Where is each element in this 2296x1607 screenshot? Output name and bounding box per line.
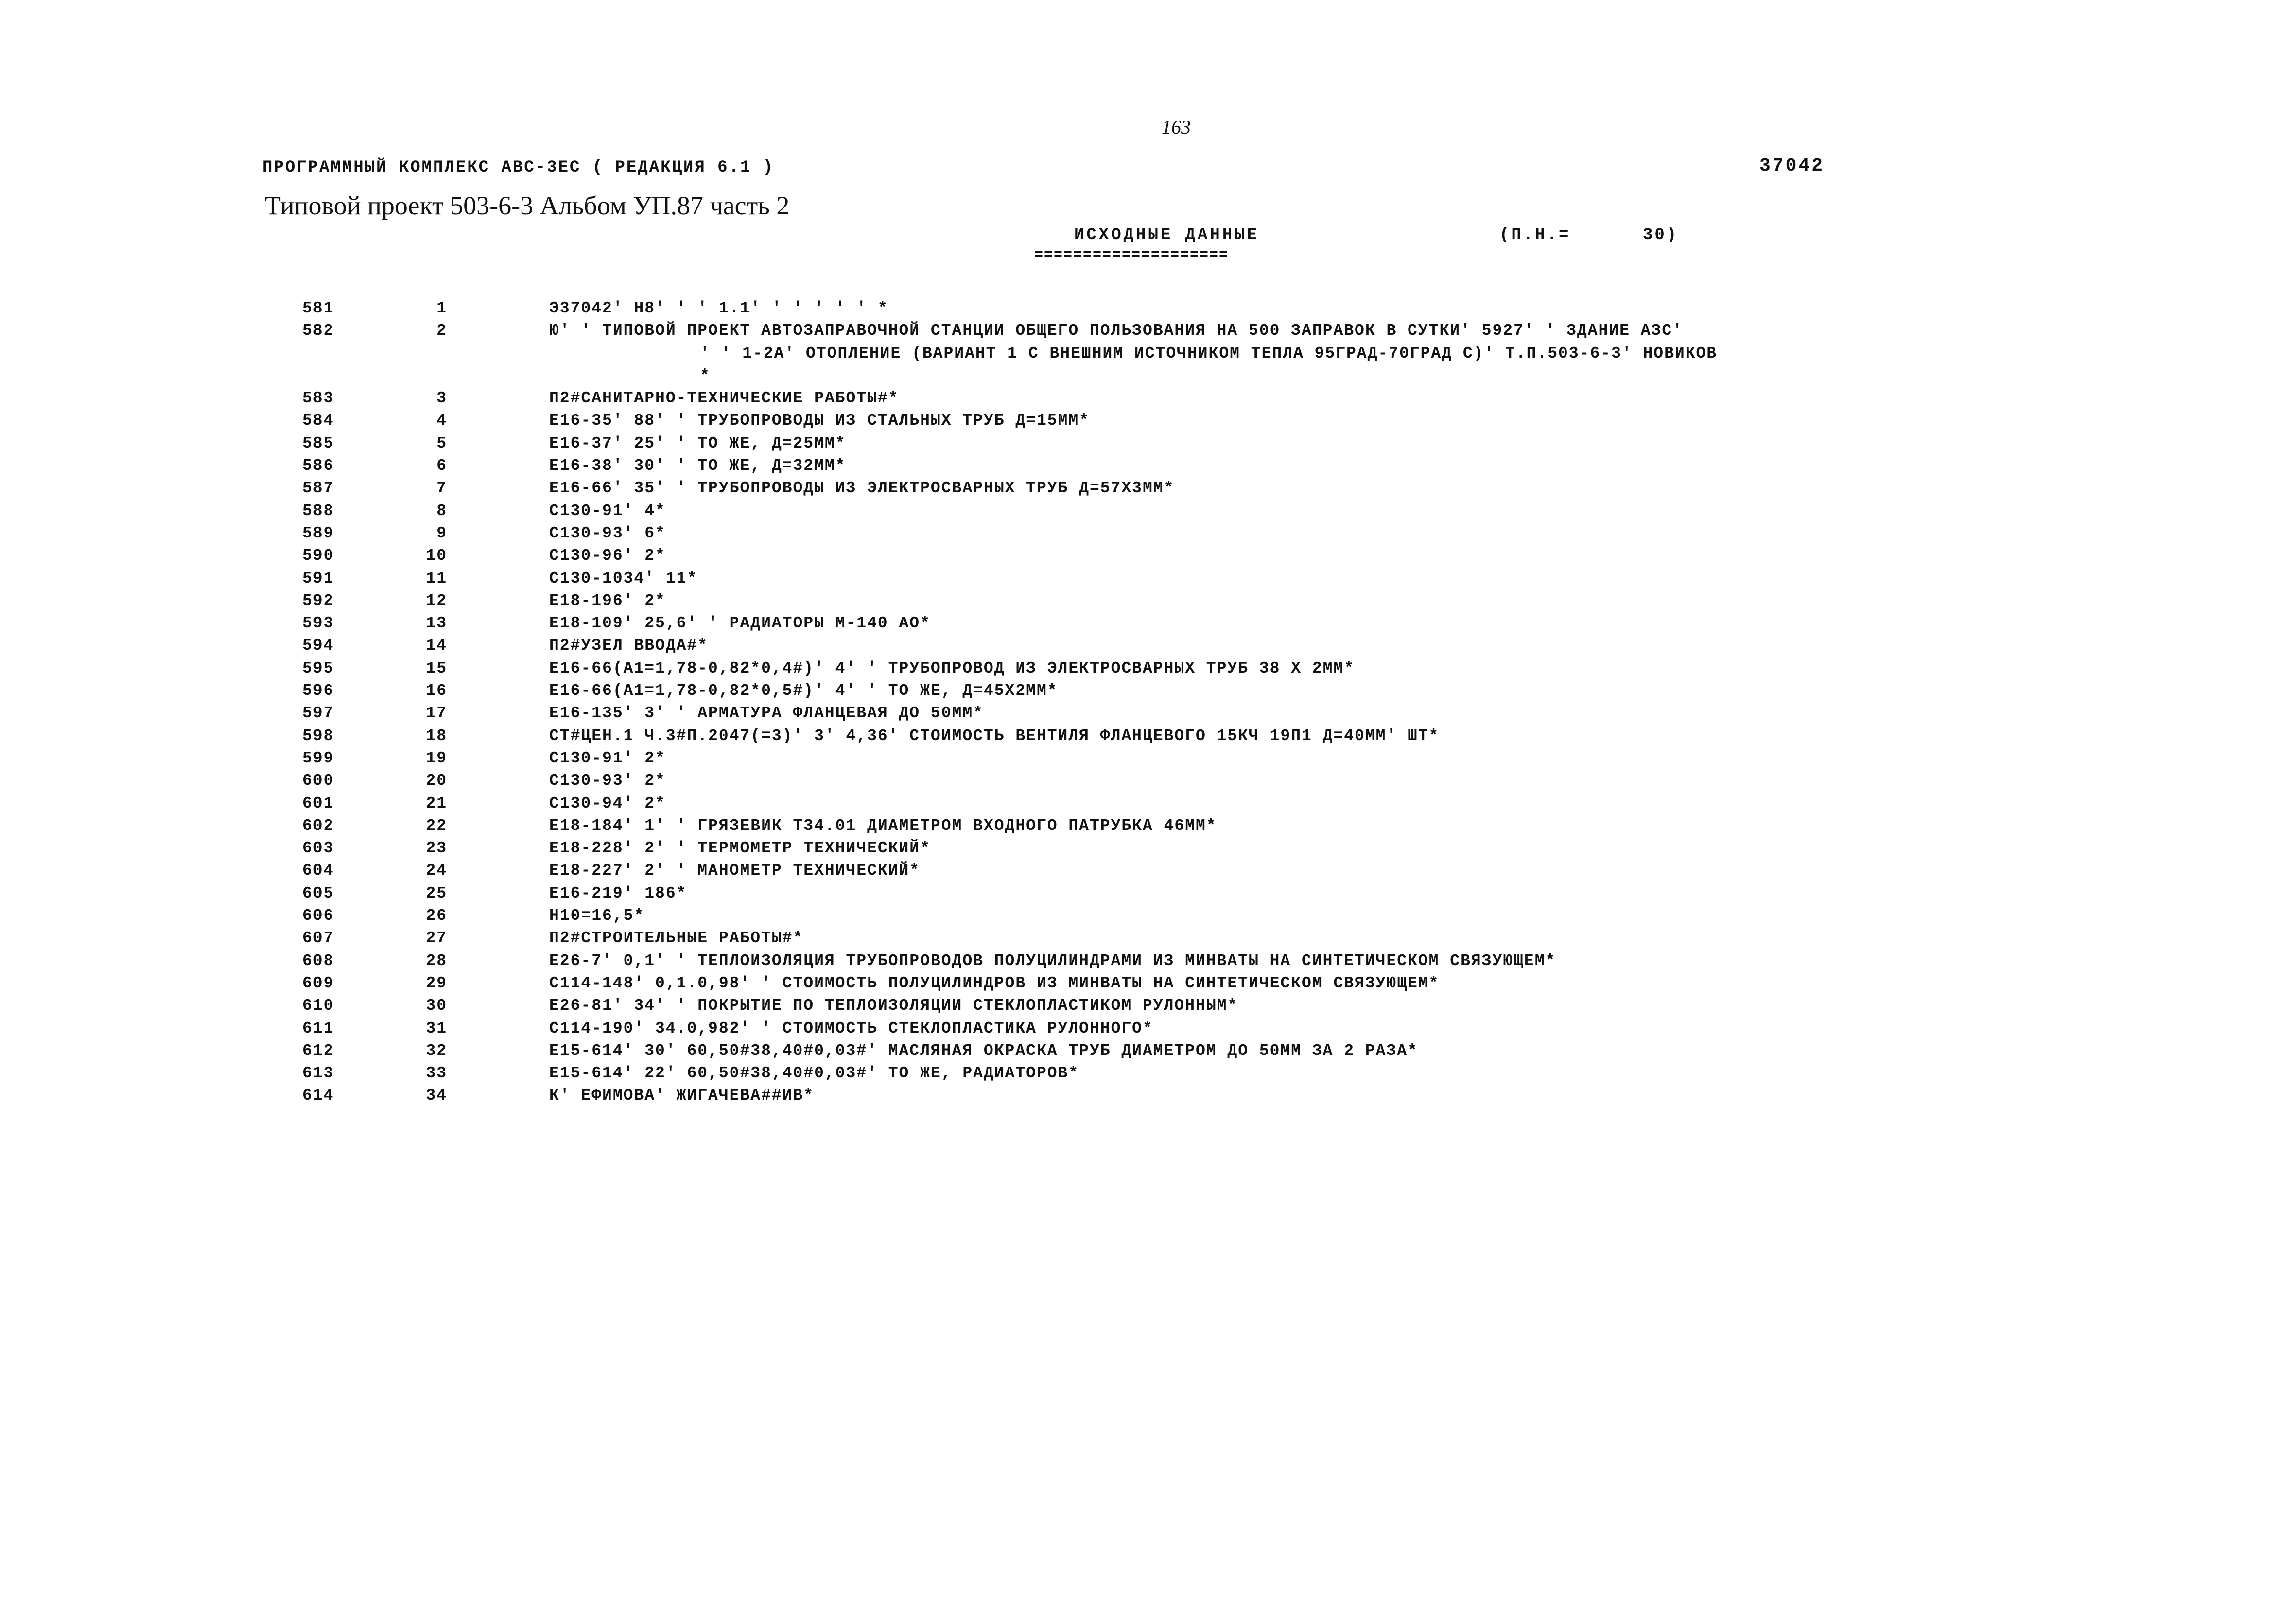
record-number: 611: [302, 1019, 334, 1037]
record-row: [0, 1085, 2296, 1107]
record-row: [0, 702, 2296, 725]
record-row: [0, 860, 2296, 882]
record-row: [0, 1062, 2296, 1085]
record-text: П2#СТРОИТЕЛЬНЫЕ РАБОТЫ#*: [549, 929, 804, 948]
record-number: 585: [302, 434, 334, 452]
record-text: Е18-227' 2' ' МАНОМЕТР ТЕХНИЧЕСКИЙ*: [549, 862, 921, 880]
record-number: 608: [302, 951, 334, 970]
record-text: Е16-66(А1=1,78-0,82*0,5#)' 4' ' ТО ЖЕ, Д=45Х2ММ*: [549, 682, 1058, 700]
record-number: 598: [302, 726, 334, 745]
record-number: 592: [302, 591, 334, 610]
record-number: 594: [302, 637, 334, 655]
record-row: [0, 905, 2296, 927]
record-index: 6: [436, 457, 447, 475]
record-number: 593: [302, 614, 334, 633]
record-row: [0, 635, 2296, 657]
record-number: 610: [302, 997, 334, 1015]
record-number: 607: [302, 929, 334, 948]
record-text: ' ' 1-2А' ОТОПЛЕНИЕ (ВАРИАНТ 1 С ВНЕШНИМ ИСТОЧНИКОМ ТЕПЛА 95ГРАД-70ГРАД С)' Т.П.503-6-3' НОВИКОВ: [700, 344, 1718, 363]
record-text: С114-190' 34.0,982' ' СТОИМОСТЬ СТЕКЛОПЛАСТИКА РУЛОННОГО*: [549, 1019, 1153, 1037]
record-number: 588: [302, 501, 334, 520]
record-text: С130-93' 6*: [549, 524, 666, 542]
record-number: 601: [302, 794, 334, 812]
record-index: 16: [426, 682, 447, 700]
record-row: [0, 1040, 2296, 1062]
record-number: 603: [302, 839, 334, 858]
record-index: 13: [426, 614, 447, 633]
record-continuation-line: [0, 343, 2296, 365]
record-text: Е16-38' 30' ' ТО ЖЕ, Д=32ММ*: [549, 457, 846, 475]
record-row: [0, 320, 2296, 342]
record-number: 609: [302, 974, 334, 992]
record-text: Е18-228' 2' ' ТЕРМОМЕТР ТЕХНИЧЕСКИЙ*: [549, 839, 931, 858]
record-text: С130-91' 4*: [549, 501, 666, 520]
record-text: Ю' ' ТИПОВОЙ ПРОЕКТ АВТОЗАПРАВОЧНОЙ СТАНЦИИ ОБЩЕГО ПОЛЬЗОВАНИЯ НА 500 ЗАПРАВОК В СУТКИ' 5927' ' ЗДАНИЕ АЗС': [549, 322, 1683, 340]
record-number: 584: [302, 412, 334, 430]
pn-value: 30): [1643, 226, 1679, 244]
record-number: 605: [302, 884, 334, 902]
record-row: [0, 950, 2296, 972]
record-number: 587: [302, 479, 334, 498]
record-index: 10: [426, 547, 447, 565]
record-index: 21: [426, 794, 447, 812]
record-number: 583: [302, 389, 334, 408]
record-index: 1: [436, 299, 447, 317]
record-row: [0, 590, 2296, 612]
record-text: Е16-219' 186*: [549, 884, 687, 902]
record-text: Е18-184' 1' ' ГРЯЗЕВИК Т34.01 ДИАМЕТРОМ ВХОДНОГО ПАТРУБКА 46ММ*: [549, 816, 1217, 835]
record-row: [0, 410, 2296, 432]
record-number: 596: [302, 682, 334, 700]
record-row: [0, 815, 2296, 837]
record-text: Е18-196' 2*: [549, 591, 666, 610]
record-row: [0, 927, 2296, 950]
record-text: Е26-81' 34' ' ПОКРЫТИЕ ПО ТЕПЛОИЗОЛЯЦИИ СТЕКЛОПЛАСТИКОМ РУЛОННЫМ*: [549, 997, 1238, 1015]
record-index: 4: [436, 412, 447, 430]
record-index: 26: [426, 907, 447, 925]
record-index: 20: [426, 772, 447, 790]
record-text: С130-91' 2*: [549, 749, 666, 767]
section-title: ИСХОДНЫЕ ДАННЫЕ: [1074, 226, 1260, 244]
record-index: 17: [426, 704, 447, 723]
record-number: 595: [302, 659, 334, 677]
record-text: С130-94' 2*: [549, 794, 666, 812]
record-text: Е16-35' 88' ' ТРУБОПРОВОДЫ ИЗ СТАЛЬНЫХ ТРУБ Д=15ММ*: [549, 412, 1090, 430]
records-listing: [0, 297, 2296, 1107]
record-row: [0, 568, 2296, 590]
record-index: 2: [436, 322, 447, 340]
record-index: 9: [436, 524, 447, 542]
record-index: 7: [436, 479, 447, 498]
record-row: [0, 725, 2296, 747]
record-index: 24: [426, 862, 447, 880]
program-header: ПРОГРАММНЫЙ КОМПЛЕКС АВС-3ЕС ( РЕДАКЦИЯ 6.1 ): [262, 158, 775, 177]
record-text: С114-148' 0,1.0,98' ' СТОИМОСТЬ ПОЛУЦИЛИНДРОВ ИЗ МИНВАТЫ НА СИНТЕТИЧЕСКОМ СВЯЗУЮЩЕМ*: [549, 974, 1440, 992]
record-row: [0, 455, 2296, 477]
record-number: 597: [302, 704, 334, 723]
record-index: 30: [426, 997, 447, 1015]
record-index: 32: [426, 1041, 447, 1060]
record-number: 613: [302, 1064, 334, 1083]
record-number: 582: [302, 322, 334, 340]
document-code: 37042: [1759, 156, 1825, 176]
record-text: Е18-109' 25,6' ' РАДИАТОРЫ М-140 АО*: [549, 614, 931, 633]
record-row: [0, 770, 2296, 792]
record-text: Е15-614' 30' 60,50#38,40#0,03#' МАСЛЯНАЯ ОКРАСКА ТРУБ ДИАМЕТРОМ ДО 50ММ ЗА 2 РАЗА*: [549, 1041, 1418, 1060]
record-row: [0, 747, 2296, 770]
record-row: [0, 1018, 2296, 1040]
project-title: Типовой проект 503-6-3 Альбом УП.87 часть 2: [265, 191, 790, 220]
record-row: [0, 522, 2296, 545]
record-continuation-line: [0, 365, 2296, 387]
record-index: 25: [426, 884, 447, 902]
record-text: СТ#ЦЕН.1 Ч.3#П.2047(=3)' 3' 4,36' СТОИМОСТЬ ВЕНТИЛЯ ФЛАНЦЕВОГО 15КЧ 19П1 Д=40ММ' ШТ*: [549, 726, 1440, 745]
record-index: 23: [426, 839, 447, 858]
record-index: 31: [426, 1019, 447, 1037]
record-index: 11: [426, 569, 447, 588]
record-number: 581: [302, 299, 334, 317]
record-text: Е16-66(А1=1,78-0,82*0,4#)' 4' ' ТРУБОПРОВОД ИЗ ЭЛЕКТРОСВАРНЫХ ТРУБ 38 Х 2ММ*: [549, 659, 1355, 677]
record-row: [0, 657, 2296, 680]
record-index: 22: [426, 816, 447, 835]
record-number: 586: [302, 457, 334, 475]
record-number: 599: [302, 749, 334, 767]
record-index: 28: [426, 951, 447, 970]
record-number: 591: [302, 569, 334, 588]
record-row: [0, 793, 2296, 815]
record-row: [0, 297, 2296, 320]
record-text: Е15-614' 22' 60,50#38,40#0,03#' ТО ЖЕ, РАДИАТОРОВ*: [549, 1064, 1079, 1083]
record-text: С130-96' 2*: [549, 547, 666, 565]
record-index: 3: [436, 389, 447, 408]
record-row: [0, 680, 2296, 702]
record-index: 5: [436, 434, 447, 452]
record-row: [0, 995, 2296, 1017]
record-row: [0, 837, 2296, 860]
record-text: *: [700, 366, 711, 385]
record-row: [0, 972, 2296, 995]
record-row: [0, 387, 2296, 410]
record-index: 19: [426, 749, 447, 767]
pn-label: (П.Н.=: [1499, 226, 1571, 244]
record-number: 590: [302, 547, 334, 565]
record-text: Е26-7' 0,1' ' ТЕПЛОИЗОЛЯЦИЯ ТРУБОПРОВОДОВ ПОЛУЦИЛИНДРАМИ ИЗ МИНВАТЫ НА СИНТЕТИЧЕСКОМ СВЯЗУЮЩЕМ*: [549, 951, 1556, 970]
record-index: 14: [426, 637, 447, 655]
record-text: Н10=16,5*: [549, 907, 645, 925]
record-number: 602: [302, 816, 334, 835]
record-text: К' ЕФИМОВА' ЖИГАЧЕВА##ИВ*: [549, 1087, 815, 1105]
record-index: 34: [426, 1087, 447, 1105]
record-number: 606: [302, 907, 334, 925]
record-row: [0, 545, 2296, 567]
record-row: [0, 612, 2296, 635]
record-index: 8: [436, 501, 447, 520]
record-row: [0, 882, 2296, 905]
record-text: Е16-135' 3' ' АРМАТУРА ФЛАНЦЕВАЯ ДО 50ММ*: [549, 704, 984, 723]
record-row: [0, 432, 2296, 455]
record-text: С130-1034' 11*: [549, 569, 698, 588]
record-index: 27: [426, 929, 447, 948]
section-underline: ====================: [1034, 247, 1229, 263]
page-number: 163: [1162, 116, 1191, 138]
record-number: 589: [302, 524, 334, 542]
record-number: 604: [302, 862, 334, 880]
record-row: [0, 500, 2296, 522]
record-number: 614: [302, 1087, 334, 1105]
record-index: 18: [426, 726, 447, 745]
record-number: 612: [302, 1041, 334, 1060]
record-text: Э37042' Н8' ' ' 1.1' ' ' ' ' ' *: [549, 299, 888, 317]
record-index: 33: [426, 1064, 447, 1083]
record-text: Е16-66' 35' ' ТРУБОПРОВОДЫ ИЗ ЭЛЕКТРОСВАРНЫХ ТРУБ Д=57Х3ММ*: [549, 479, 1175, 498]
record-index: 29: [426, 974, 447, 992]
record-index: 12: [426, 591, 447, 610]
record-number: 600: [302, 772, 334, 790]
record-text: С130-93' 2*: [549, 772, 666, 790]
record-text: Е16-37' 25' ' ТО ЖЕ, Д=25ММ*: [549, 434, 846, 452]
record-text: П2#УЗЕЛ ВВОДА#*: [549, 637, 709, 655]
record-row: [0, 477, 2296, 500]
record-text: П2#САНИТАРНО-ТЕХНИЧЕСКИЕ РАБОТЫ#*: [549, 389, 899, 408]
record-index: 15: [426, 659, 447, 677]
